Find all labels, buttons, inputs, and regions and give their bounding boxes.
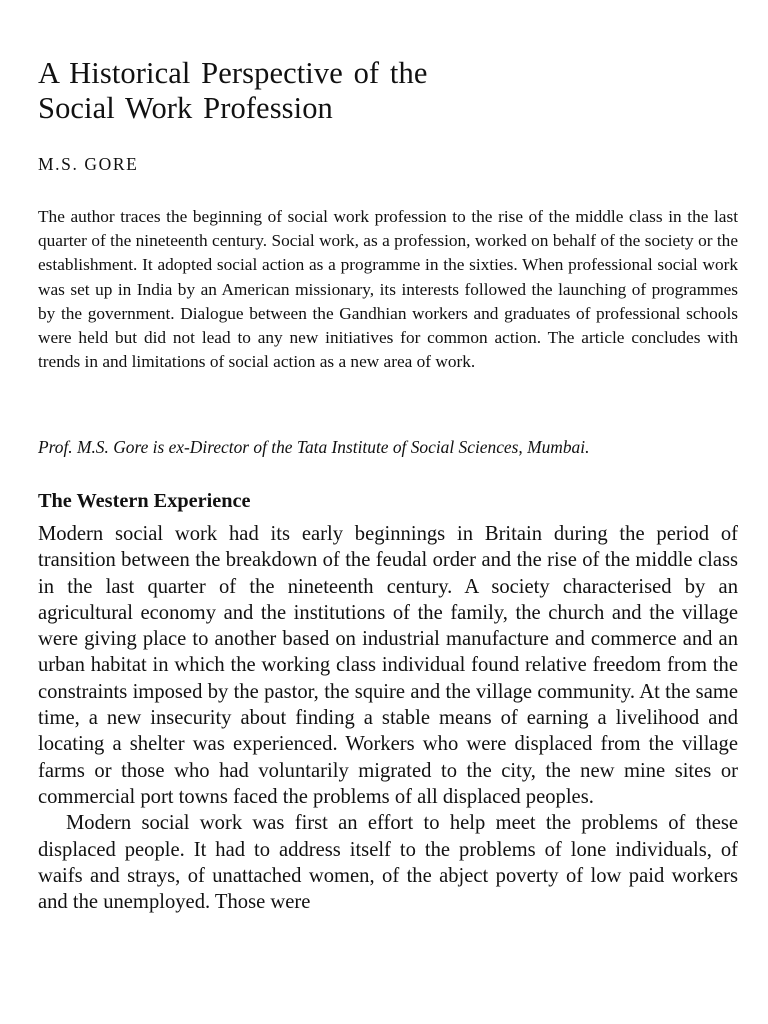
author-affiliation: Prof. M.S. Gore is ex-Director of the Tata Institute of Social Sciences, Mumbai. [38, 437, 590, 457]
article-title [38, 56, 738, 126]
author-name: M.S. GORE [38, 154, 139, 174]
title-line-1: A Historical Perspective of the [38, 56, 428, 90]
section-body [38, 521, 738, 915]
article-page [38, 56, 738, 914]
title-line-2: Social Work Profession [38, 91, 333, 125]
body-paragraph-2: Modern social work was first an effort to help meet the problems of these displaced people. It had to address itself to the problems of lone individuals, of waifs and strays, of unattached women, of the abject poverty of low paid workers and the unemployed. Those were [38, 812, 738, 914]
abstract: The author traces the beginning of social work profession to the rise of the middle class in the last quarter of the nineteenth century. Social work, as a profession, worked on behalf of the society or the establishment. It adopted social action as a programme in the sixties. When professional social work was set up in India by an American missionary, its interests followed the launching of programmes by the government. Dialogue between the Gandhian workers and graduates of professional schools were held but did not lead to any new initiatives for common action. The article concludes with trends in and limitations of social action as a new area of work. [38, 207, 738, 372]
body-paragraph-1: Modern social work had its early beginnings in Britain during the period of transition between the breakdown of the feudal order and the rise of the middle class in the last quarter of the nineteenth century. A society characterised by an agricultural economy and the institutions of the family, the church and the village were giving place to another based on industrial manufacture and commerce and an urban habitat in which the working class individual found relative freedom from the constraints imposed by the pastor, the squire and the village community. At the same time, a new insecurity about finding a stable means of earning a livelihood and locating a shelter was experienced. Workers who were displaced from the village farms or those who had voluntarily migrated to the city, the new mine sites or commercial port towns faced the problems of all displaced peoples. [38, 523, 738, 808]
section-heading: The Western Experience [38, 490, 251, 512]
